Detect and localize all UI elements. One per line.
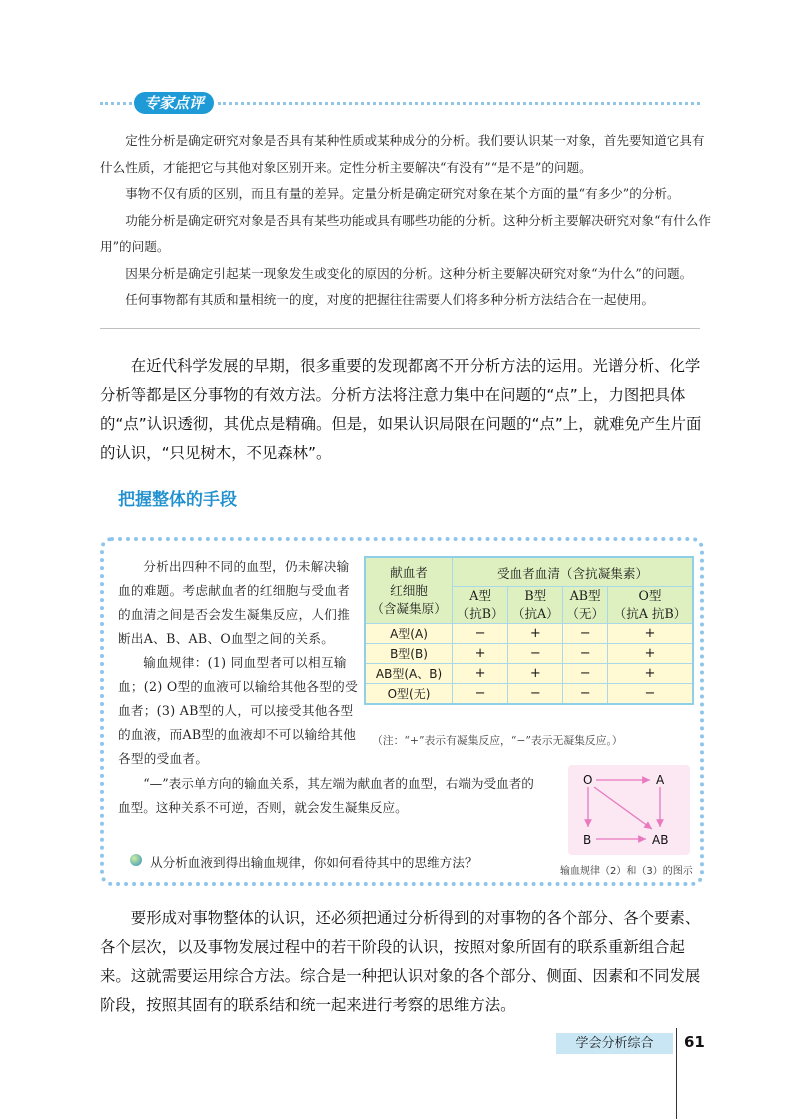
footer-vertical-rule xyxy=(676,1028,677,1119)
node-o: O xyxy=(583,773,593,787)
row-label: O型(无) xyxy=(365,684,453,705)
node-ab: AB xyxy=(652,833,669,847)
chapter-footer-tab: 学会分析综合 xyxy=(556,1033,673,1054)
column-header xyxy=(508,587,563,624)
arrow-note: “—”表示单方向的输血关系，其左端为献血者的血型，右端为受血者的血型。这种关系不可逆，否则，就会发生凝集反应。 xyxy=(118,776,534,815)
table-cell: + xyxy=(453,644,508,664)
table-cell: − xyxy=(563,664,608,684)
table-cell: − xyxy=(453,684,508,705)
table-cell: + xyxy=(608,664,694,684)
commentary-paragraph: 定性分析是确定研究对象是否具有某种性质或某种成分的分析。我们要认识某一对象，首先要知道它具有什么性质，才能把它与其他对象区别开来。定性分析主要解决“有没有”“是不是”的问题。 xyxy=(100,133,705,175)
column-anti: （抗B） xyxy=(456,606,504,621)
closing-paragraph-block xyxy=(100,904,704,1020)
table-cell: − xyxy=(508,644,563,664)
box-paragraph-2: 输血规律：(1) 同血型者可以相互输血；(2) O型的血液可以输给其他各型的受血者；(3) AB型的人，可以接受其他各型的血液，而AB型的血液却不可以输给其他各型的受血者。 xyxy=(118,655,358,766)
node-a: A xyxy=(656,773,665,787)
row-label: AB型(A、B) xyxy=(365,664,453,684)
table-cell: − xyxy=(563,644,608,664)
table-row xyxy=(365,644,693,664)
arrow-note-block xyxy=(118,772,538,820)
box-paragraph-1: 分析出四种不同的血型，仍未解决输血的难题。考虑献血者的红细胞与受血者的血清之间是否会发生凝集反应，人们推断出A、B、AB、O血型之间的关系。 xyxy=(118,559,351,646)
thinking-question: 从分析血液到得出输血规律，你如何看待其中的思维方法？ xyxy=(150,855,478,870)
dotted-line-right xyxy=(218,102,700,105)
commentary-paragraph: 因果分析是确定引起某一现象发生或变化的原因的分析。这种分析主要解决研究对象“为什么”的问题。 xyxy=(125,265,693,281)
expert-commentary-tag: 专家点评 xyxy=(134,92,214,114)
intro-paragraph-block xyxy=(100,352,704,468)
blood-type-table xyxy=(364,556,694,705)
column-type: AB型 xyxy=(569,588,601,603)
table-note: （注：“+”表示有凝集反应，“−”表示无凝集反应。） xyxy=(372,734,623,747)
column-anti: （抗A） xyxy=(511,606,559,621)
row-label: A型(A) xyxy=(365,624,453,644)
table-cell: − xyxy=(563,684,608,705)
table-cell: − xyxy=(563,624,608,644)
page-number: 61 xyxy=(684,1033,705,1051)
table-cell: − xyxy=(508,684,563,705)
section-divider xyxy=(100,328,700,329)
column-type: A型 xyxy=(469,588,491,603)
intro-paragraph: 在近代科学发展的早期，很多重要的发现都离不开分析方法的运用。光谱分析、化学分析等都是区分事物的有效方法。分析方法将注意力集中在问题的“点”上，力图把具体的“点”认识透彻，其优点是精确。但是，如果认识局限在问题的“点”上，就难免产生片面的认识，“只见树木，不见森林”。 xyxy=(100,357,702,462)
table-cell: + xyxy=(508,624,563,644)
diagram-caption: 输血规律（2）和（3）的图示 xyxy=(560,866,693,877)
donor-header-line: 献血者 xyxy=(390,564,428,580)
recipient-header: 受血者血清（含抗凝集素） xyxy=(453,557,694,587)
table-row xyxy=(365,684,693,705)
column-type: O型 xyxy=(638,588,662,603)
question-bulb-icon xyxy=(130,854,142,866)
table-cell: + xyxy=(453,664,508,684)
commentary-paragraph: 事物不仅有质的区别，而且有量的差异。定量分析是确定研究对象在某个方面的量“有多少”的分析。 xyxy=(125,186,680,201)
commentary-paragraph: 任何事物都有其质和量相统一的度，对度的把握往往需要人们将多种分析方法结合在一起使用。 xyxy=(125,292,655,307)
donor-header-line: 红细胞 xyxy=(390,582,428,598)
column-header xyxy=(453,587,508,624)
table-cell: + xyxy=(608,624,694,644)
section-title: 把握整体的手段 xyxy=(118,490,237,510)
commentary-paragraph: 功能分析是确定研究对象是否具有某些功能或具有哪些功能的分析。这种分析主要解决研究对象“有什么作用”的问题。 xyxy=(100,212,711,254)
dotted-line-left xyxy=(100,102,132,105)
table-cell: − xyxy=(453,624,508,644)
table-header-row xyxy=(365,557,693,587)
transfusion-diagram xyxy=(568,765,690,855)
column-type: B型 xyxy=(524,588,547,603)
blood-type-explanation xyxy=(118,555,358,771)
column-header xyxy=(608,587,694,624)
transfusion-diagram-svg xyxy=(568,765,690,855)
column-anti: （无） xyxy=(566,606,605,621)
arrow-o-to-ab xyxy=(594,787,652,829)
table-row xyxy=(365,624,693,644)
expert-commentary-header xyxy=(100,92,700,114)
table-cell: − xyxy=(608,684,694,705)
table-cell: + xyxy=(608,644,694,664)
expert-commentary-text xyxy=(100,128,712,314)
table-row xyxy=(365,664,693,684)
node-b: B xyxy=(583,833,592,847)
table-cell: + xyxy=(508,664,563,684)
column-anti: （抗A 抗B） xyxy=(613,606,687,621)
row-label: B型(B) xyxy=(365,644,453,664)
donor-header xyxy=(365,557,453,624)
closing-paragraph: 要形成对事物整体的认识，还必须把通过分析得到的对事物的各个部分、各个要素、各个层次，以及事物发展过程中的若干阶段的认识，按照对象所固有的联系重新组合起来。这就需要运用综合方法。综合是一种把认识对象的各个部分、侧面、因素和不同发展阶段，按照其固有的联系结和统一起来进行考察的思维方法。 xyxy=(100,909,701,1014)
donor-header-line: （含凝集原） xyxy=(371,600,447,616)
column-header xyxy=(563,587,608,624)
